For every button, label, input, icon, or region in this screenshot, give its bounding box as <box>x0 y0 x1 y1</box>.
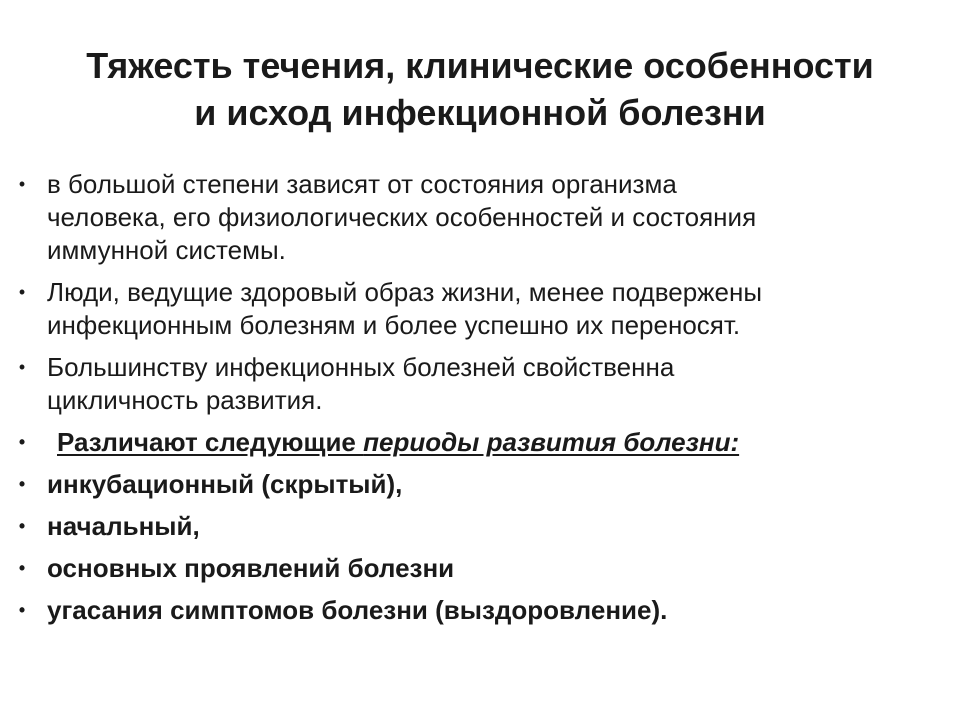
bullet-item-3 <box>0 351 960 417</box>
bullet-line: инкубационный (скрытый), <box>47 469 403 499</box>
bullet-line: инфекционным болезням и более успешно их переносят. <box>47 310 741 340</box>
bullet-item-period-main <box>0 552 960 585</box>
bullet-line: человека, его физиологических особенностей и состояния <box>47 202 757 232</box>
bullet-dot-icon: • <box>18 357 26 377</box>
bullet-item-2 <box>0 276 960 342</box>
bullet-dot-icon: • <box>18 174 26 194</box>
bullet-line: начальный, <box>47 511 200 541</box>
bullet-line: основных проявлений болезни <box>47 553 455 583</box>
bullet-dot-icon: • <box>18 282 26 302</box>
bullet-line: цикличность развития. <box>47 385 323 415</box>
bullet-line: иммунной системы. <box>47 235 286 265</box>
bullet-list <box>0 168 960 636</box>
periods-heading-text: Различают следующие <box>57 427 364 457</box>
slide-title-line-2: и исход инфекционной болезни <box>194 92 766 133</box>
bullet-dot-icon: • <box>18 558 26 578</box>
bullet-item-period-incubation <box>0 468 960 501</box>
bullet-dot-icon: • <box>18 432 26 452</box>
bullet-dot-icon: • <box>18 474 26 494</box>
bullet-item-period-recovery <box>0 594 960 627</box>
bullet-item-period-initial <box>0 510 960 543</box>
bullet-item-1 <box>0 168 960 267</box>
bullet-dot-icon: • <box>18 516 26 536</box>
periods-heading-emphasis: периоды развития болезни: <box>363 427 740 457</box>
bullet-line: Большинству инфекционных болезней свойственна <box>47 352 675 382</box>
bullet-item-periods-heading <box>0 426 960 459</box>
periods-heading <box>47 426 920 459</box>
bullet-line: в большой степени зависят от состояния организма <box>47 169 677 199</box>
bullet-line: угасания симптомов болезни (выздоровление). <box>47 595 668 625</box>
slide-title <box>0 42 960 136</box>
bullet-line: Люди, ведущие здоровый образ жизни, менее подвержены <box>47 277 763 307</box>
bullet-dot-icon: • <box>18 600 26 620</box>
slide-title-line-1: Тяжесть течения, клинические особенности <box>86 45 874 86</box>
